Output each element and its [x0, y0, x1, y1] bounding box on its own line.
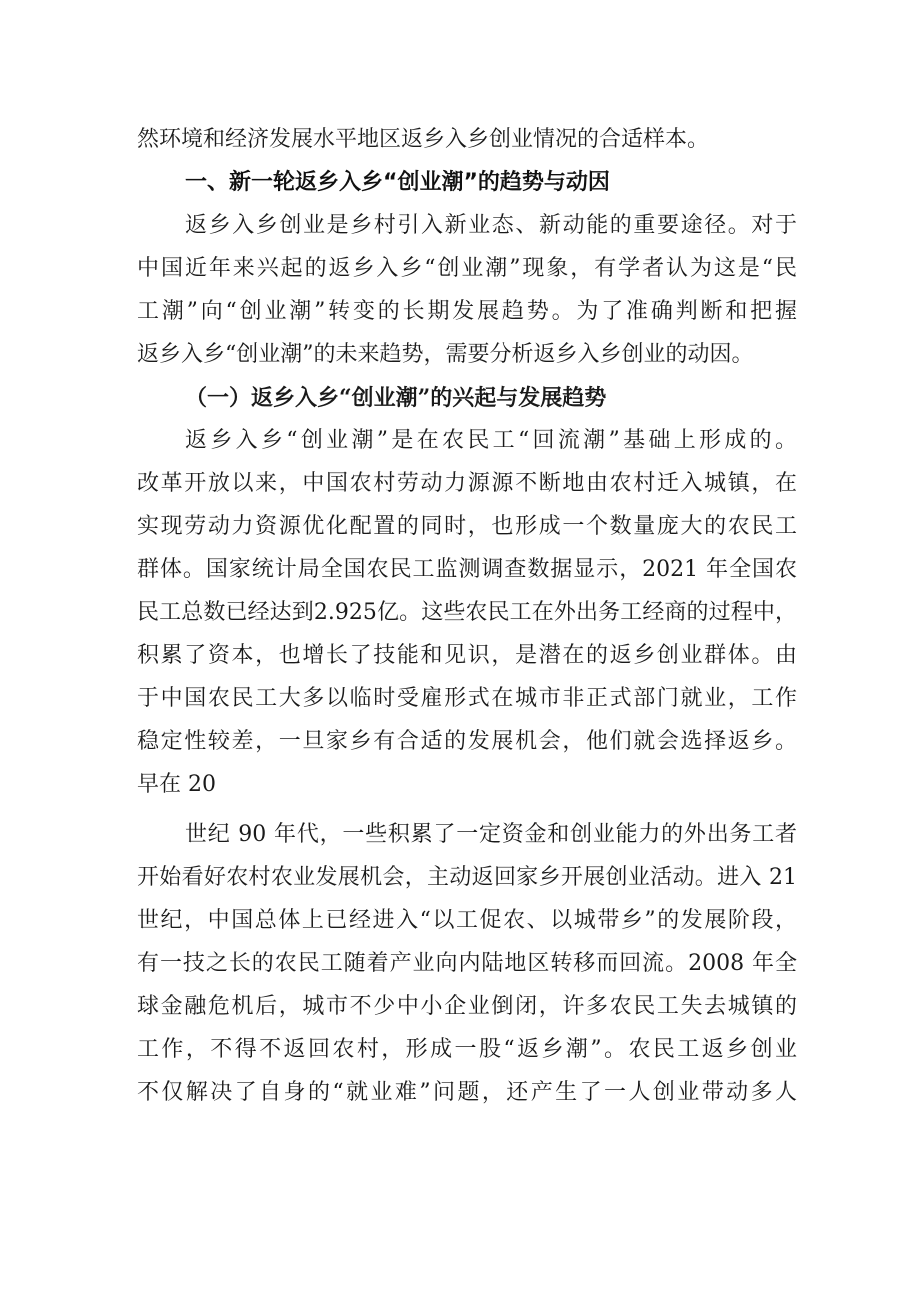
paragraph-line: 不仅解决了自身的“就业难”问题，还产生了一人创业带动多人 — [137, 1080, 797, 1105]
paragraph-line: 工作，不得不返回农村，形成一股“返乡潮”。农民工返乡创业 — [137, 1037, 797, 1062]
paragraph-line: 开始看好农村农业发展机会，主动返回家乡开展创业活动。进入 21 — [137, 865, 797, 890]
paragraph-line: 改革开放以来，中国农村劳动力源源不断地由农村迁入城镇，在 — [137, 471, 797, 496]
paragraph-line: 然环境和经济发展水平地区返乡入乡创业情况的合适样本。 — [137, 127, 710, 152]
paragraph-line: 于中国农民工大多以临时受雇形式在城市非正式部门就业，工作 — [137, 686, 797, 711]
paragraph-line: 积累了资本，也增长了技能和见识，是潜在的返乡创业群体。由 — [137, 643, 797, 668]
section-heading: 一、新一轮返乡入乡“创业潮”的趋势与动因 — [185, 170, 610, 195]
paragraph-line: 稳定性较差，一旦家乡有合适的发展机会，他们就会选择返乡。 — [137, 729, 797, 754]
paragraph-line: 民工总数已经达到2.925亿。这些农民工在外出务工经商的过程中， — [137, 600, 797, 625]
paragraph-line: 返乡入乡创业是乡村引入新业态、新动能的重要途径。对于 — [185, 213, 797, 238]
paragraph-line: 中国近年来兴起的返乡入乡“创业潮”现象，有学者认为这是“民 — [137, 256, 797, 281]
paragraph-line: 有一技之长的农民工随着产业向内陆地区转移而回流。2008 年全 — [137, 951, 797, 976]
paragraph-line: 球金融危机后，城市不少中小企业倒闭，许多农民工失去城镇的 — [137, 994, 797, 1019]
subsection-heading: （一）返乡入乡“创业潮”的兴起与发展趋势 — [185, 385, 607, 411]
paragraph-line: 实现劳动力资源优化配置的同时，也形成一个数量庞大的农民工 — [137, 514, 797, 539]
paragraph-line: 世纪，中国总体上已经进入“以工促农、以城带乡”的发展阶段， — [137, 908, 797, 933]
paragraph-line: 返乡入乡“创业潮”的未来趋势，需要分析返乡入乡创业的动因。 — [137, 342, 754, 367]
paragraph-line: 返乡入乡“创业潮”是在农民工“回流潮”基础上形成的。 — [185, 428, 797, 453]
paragraph-line: 群体。国家统计局全国农民工监测调查数据显示，2021 年全国农 — [137, 557, 797, 582]
paragraph-line: 工潮”向“创业潮”转变的长期发展趋势。为了准确判断和把握 — [137, 299, 797, 324]
paragraph-line: 早在 20 — [137, 772, 216, 797]
paragraph-line: 世纪 90 年代，一些积累了一定资金和创业能力的外出务工者 — [185, 822, 797, 847]
